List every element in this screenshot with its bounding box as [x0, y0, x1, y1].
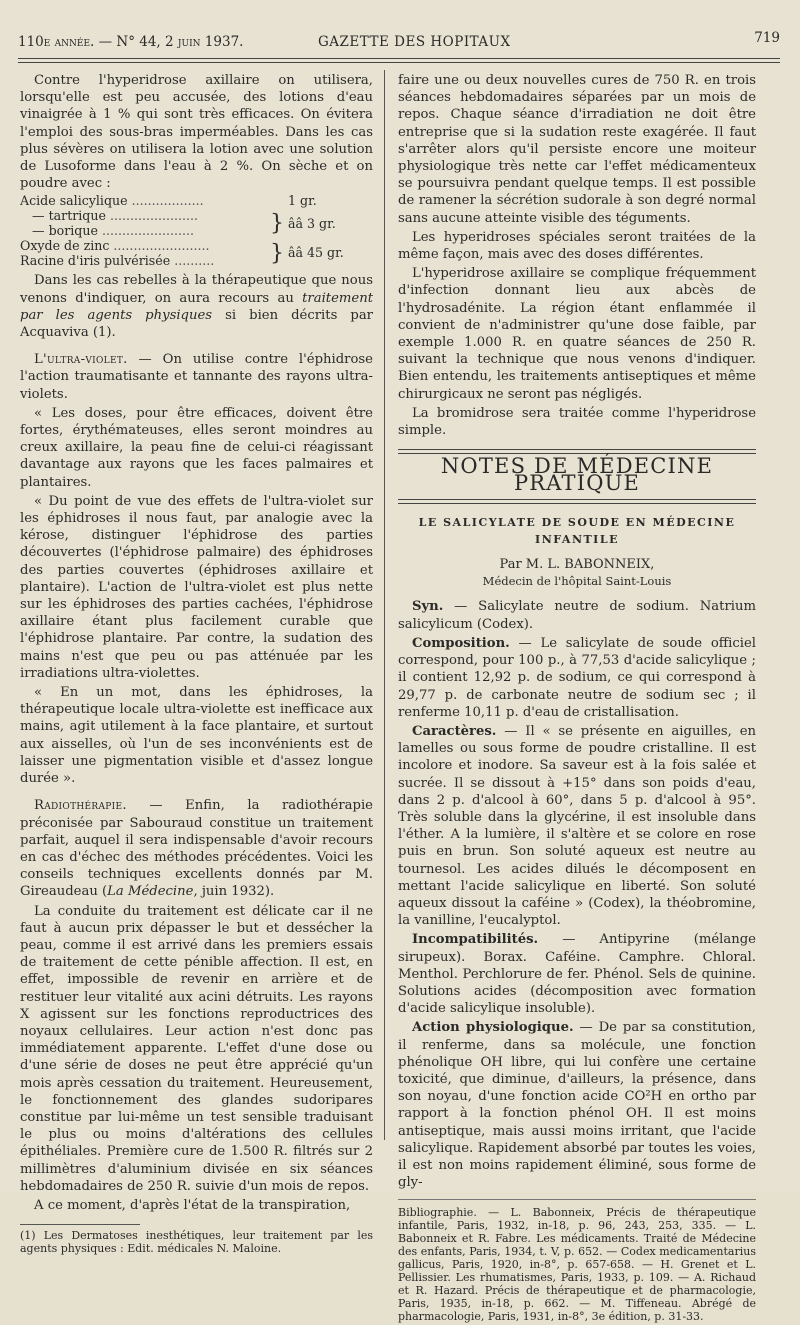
- term-label: Caractères.: [412, 723, 497, 739]
- term-label: Action physiologique.: [412, 1020, 574, 1036]
- column-divider: [384, 70, 385, 1140]
- formula-row: — tartrique ...................... } ââ 3 gr.: [20, 209, 360, 224]
- section-rule: [398, 499, 756, 504]
- paragraph: Contre l'hyperidrose axillaire on utilisera, lorsqu'elle est peu accusée, des lotions d'eau vinaigrée à 1 % qui sont très efficaces. On évitera l'emploi des sous-bras imperméables. Dans les cas plus sévères on utilisera la lotion avec une solution de Lusoforme dans l'eau à 2 %. On sèche et on poudre avec :: [20, 73, 373, 192]
- term-label: Incompatibilités.: [412, 932, 539, 948]
- formula-shared-dose: ââ 45 gr.: [288, 245, 344, 261]
- page-number: 719: [754, 30, 780, 46]
- paragraph: Radiothérapie. — Enfin, la radiothérapie préconisée par Sabouraud constitue un traitement parfait, auquel il sera indispensable d'avoir recours en cas d'échec des méthodes précédentes. Voici les conseils techniques excellents donnés par M. Gireaudeau (La Médecine, juin 1932).: [20, 798, 373, 900]
- paragraph: Dans les cas rebelles à la thérapeutique que nous venons d'indiquer, on aura recours au traitement par les agents physiques si bien décrits par Acquaviva (1).: [20, 273, 373, 341]
- formula-item: Oxyde de zinc: [20, 237, 110, 253]
- paragraph: Syn. — Salicylate neutre de sodium. Natrium salicylicum (Codex).: [398, 599, 756, 632]
- formula-item: — tartrique: [32, 208, 106, 224]
- formula-item: — borique: [32, 223, 98, 239]
- paragraph: Action physiologique. — De par sa constitution, il renferme, dans sa molécule, une fonction phénolique OH libre, qui lui confère une certaine toxicité, que diminue, d'ailleurs, la présence, dans son noyau, d'une fonction acide CO²H en ortho par rapport à la fonction phénol OH. Il est moins antiseptique, mais aussi moins irritant, que l'acide salicylique. Rapidement absorbé par toutes les voies, il est non moins rapidement éliminé, sous forme de gly-: [398, 1020, 756, 1191]
- author: Par M. L. BABONNEIX,: [499, 557, 655, 573]
- bibliography: Bibliographie. — L. Babonneix, Précis de thérapeutique infantile, Paris, 1932, in-18, p. 96, 243, 253, 335. — L. Babonneix et R. Fabre. Les médicaments. Traité de Médecine des enfants, Paris, 1934, t. V, p. 652. — Codex medicamentarius gallicus, Paris, 1920, in-8°, p. 657-658. — H. Grenet et L. Pellissier. Les rhumatismes, Paris, 1933, p. 109. — A. Richaud et R. Hazard. Précis de thérapeutique et de pharmacologie, Paris, 1935, in-18, p. 662. — M. Tiffeneau. Abrégé de pharmacologie, Paris, 1931, in-8°, 3e édition, p. 31-33.: [398, 1199, 756, 1323]
- quote-paragraph: « En un mot, dans les éphidroses, la thérapeutique locale ultra-violette est inefficace aux mains, agit utilement à la face plantaire, et surtout aux aisselles, où l'un de ses inconvénients est de laisser une pigmentation visible et d'assez longue durée ».: [20, 685, 373, 787]
- formula-item: Acide salicylique: [20, 193, 128, 209]
- paragraph: faire une ou deux nouvelles cures de 750 R. en trois séances hebdomadaires séparées par un mois de repos. Chaque séance d'irradiation ne doit être entreprise que si la sudation reste exagérée. Il faut s'arrêter alors qu'il persiste encore une moiteur physiologique très nette car l'effet médicamenteux se poursuivra pendant quelque temps. Il est possible de ramener la sécrétion sudorale à son degré normal sans aucune atteinte visible des téguments.: [398, 73, 756, 226]
- formula-row: Acide salicylique .................. 1 gr.: [20, 194, 360, 209]
- paragraph: Caractères. — Il « se présente en aiguilles, en lamelles ou sous forme de poudre cristalline. Il est incolore et inodore. Sa saveur est à la fois salée et sucrée. Il se dissout à +15° dans son poids d'eau, dans 2 p. d'alcool à 60°, dans 5 p. d'alcool à 95°. Très soluble dans la glycérine, il est insoluble dans l'éther. A la lumière, il s'altère et se colore en rose puis en brun. Son soluté aqueux est neutre au tournesol. Les acides dilués le décomposent en mettant l'acide salicylique en liberté. Son soluté aqueux dissout la caféine » (Codex), la théobromine, la vanilline, l'eucalyptol.: [398, 723, 756, 929]
- issue-line: 110e année. — N° 44, 2 juin 1937.: [18, 34, 244, 50]
- brace-icon: }: [270, 240, 284, 266]
- section-lead: L'ultra-violet.: [34, 352, 128, 368]
- formula-shared-dose: ââ 3 gr.: [288, 215, 336, 231]
- paragraph: La conduite du traitement est délicate car il ne faut à aucun prix dépasser le but et dessécher la peau, comme il est arrivé dans les premiers essais de traitement de cette pénible affection. Il est, en effet, impossible de revenir en arrière et de restituer leur vitalité aux acini détruits. Les rayons X agissent sur les fonctions reproductrices des noyaux cellulaires. Leur action n'est donc pas immédiatement apparente. L'effet d'une dose ou d'une série de doses ne peut être apprécié qu'un mois après cessation du traitement. Heureusement, le fonctionnement des glandes sudoripares constitue par lui-même un test sensible traduisant le plus ou moins d'altérations des cellules épithéliales. Première cure de 1.500 R. filtrés sur 2 millimètres d'aluminium divisée en six séances hebdomadaires de 250 R. suivie d'un mois de repos.: [20, 903, 373, 1194]
- formula-row: — borique .......................: [32, 223, 195, 239]
- term-label: Syn.: [412, 599, 444, 615]
- running-header: [18, 30, 780, 52]
- brace-icon: }: [270, 211, 284, 237]
- formula-table: [20, 194, 360, 268]
- left-column: [20, 72, 373, 1255]
- formula-row: Oxyde de zinc ........................ } ââ 45 gr.: [20, 239, 360, 254]
- section-lead: Radiothérapie.: [34, 798, 127, 814]
- right-column: [398, 72, 756, 1325]
- header-rule-2: [18, 62, 780, 63]
- paragraph: Composition. — Le salicylate de soude officiel correspond, pour 100 p., à 77,53 d'acide salicylique ; il contient 12,92 p. de sodium, ce qui correspond à 29,77 p. de carbonate neutre de sodium sec ; il renferme 10,11 p. d'eau de cristallisation.: [398, 635, 756, 720]
- article-title: LE SALICYLATE DE SOUDE EN MÉDECINE INFANTILE: [418, 515, 736, 546]
- paragraph: La bromidrose sera traitée comme l'hyperidrose simple.: [398, 405, 756, 439]
- header-rule: [18, 58, 780, 59]
- affiliation: Médecin de l'hôpital Saint-Louis: [482, 574, 672, 589]
- formula-dose: 1 gr.: [288, 193, 317, 209]
- paragraph: L'ultra-violet. — On utilise contre l'éphidrose l'action traumatisante et tannante des rayons ultra-violets.: [20, 352, 373, 402]
- section-title: NOTES DE MÉDECINE PRATIQUE: [440, 454, 714, 496]
- formula-item: Racine d'iris pulvérisée: [20, 252, 171, 268]
- term-label: Composition.: [412, 635, 510, 651]
- quote-paragraph: « Du point de vue des effets de l'ultra-violet sur les éphidroses il nous faut, par analogie avec la kérose, distinguer l'éphidrose des parties découvertes (l'éphidrose palmaire) des éphidroses des parties couvertes (éphidroses axillaire et plantaire). L'action de l'ultra-violet est plus nette sur les éphidroses des parties cachées, l'éphidrose axillaire étant plus facilement curable que l'éphidrose plantaire. Par contre, la sudation des mains n'est que peu ou pas atténuée par les irradiations ultra-violettes.: [20, 493, 373, 681]
- paragraph: Incompatibilités. — Antipyrine (mélange sirupeux). Borax. Caféine. Camphre. Chloral. Menthol. Perchlorure de fer. Phénol. Sels de quinine. Solutions acides (décomposition avec formation d'acide salicylique insoluble).: [398, 932, 756, 1017]
- journal-title: GAZETTE DES HOPITAUX: [318, 34, 511, 50]
- paragraph: L'hyperidrose axillaire se complique fréquemment d'infection donnant lieu aux abcès de l'hydrosadénite. La région étant enflammée il convient de n'administrer qu'une dose faible, par exemple 1.000 R. en quatre séances de 250 R. suivant la technique que nous venons d'indiquer. Bien entendu, les traitements antiseptiques et même chirurgicaux ne seront pas négligés.: [398, 266, 756, 402]
- footnote-rule: [20, 1224, 140, 1225]
- paragraph: A ce moment, d'après l'état de la transpiration,: [34, 1197, 351, 1213]
- quote-paragraph: « Les doses, pour être efficaces, doivent être fortes, érythémateuses, elles seront moindres au creux axillaire, la peau fine de celui-ci réagissant davantage aux rayons que les faces palmaires et plantaires.: [20, 405, 373, 490]
- paragraph: Les hyperidroses spéciales seront traitées de la même façon, mais avec des doses différentes.: [398, 229, 756, 263]
- formula-row: Racine d'iris pulvérisée ..........: [20, 252, 215, 268]
- footnote: (1) Les Dermatoses inesthétiques, leur traitement par les agents physiques : Edit. médicales N. Maloine.: [20, 1229, 373, 1256]
